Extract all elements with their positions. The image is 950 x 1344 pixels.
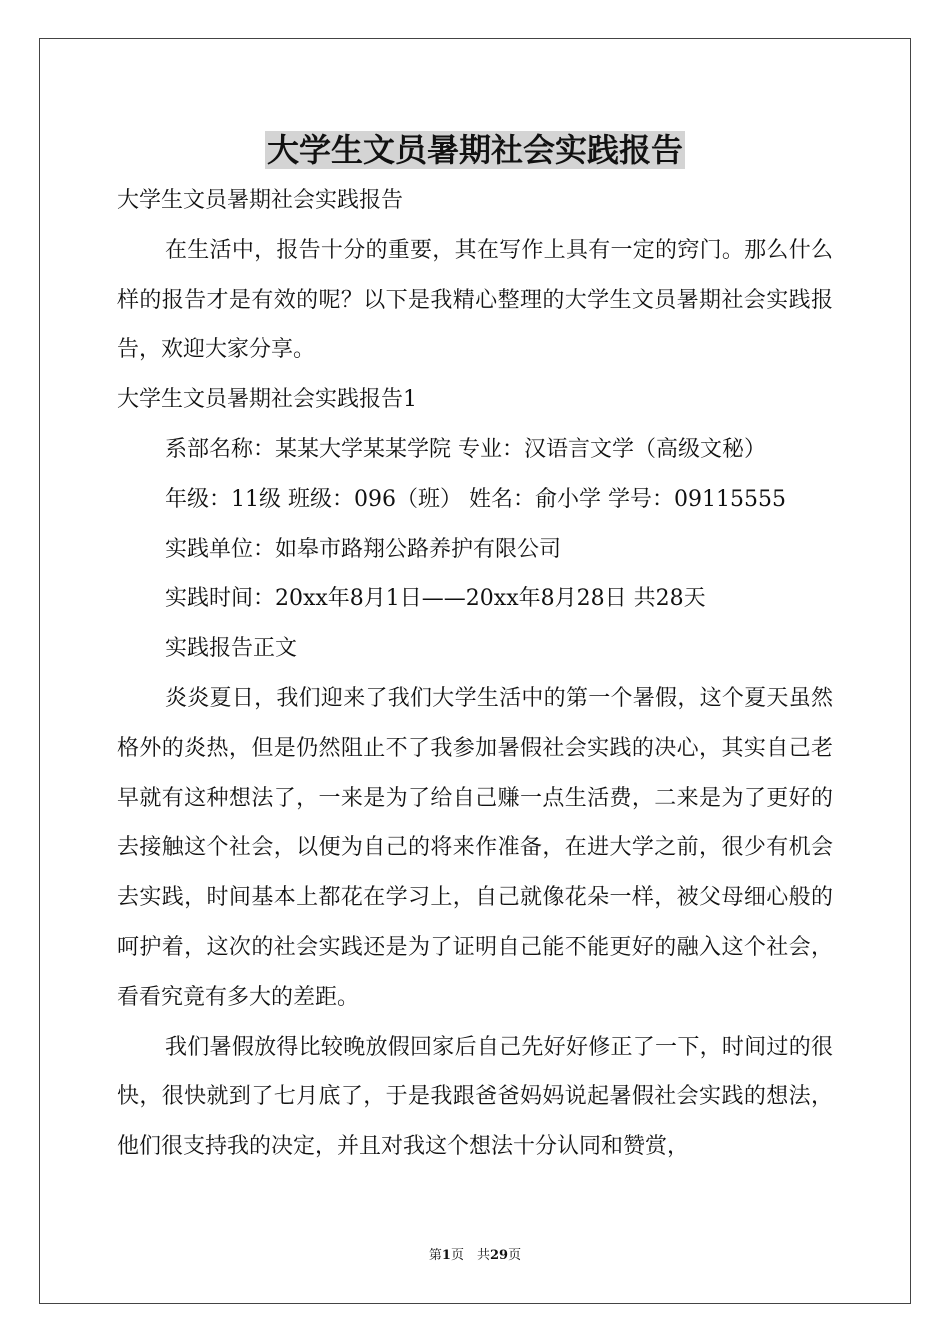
paragraph: 在生活中，报告十分的重要，其在写作上具有一定的窍门。那么什么样的报告才是有效的呢？以下是我精心整理的大学生文员暑期社会实践报告，欢迎大家分享。 [117, 237, 833, 363]
paragraph: 大学生文员暑期社会实践报告 [117, 188, 404, 213]
paragraph: 系部名称：某某大学某某学院 专业：汉语言文学（高级文秘） [165, 436, 766, 462]
page-footer [0, 1247, 950, 1265]
paragraph: 实践时间：20xx年8月1日——20xx年8月28日 共28天 [165, 586, 706, 612]
page-total: 29 [489, 1248, 509, 1263]
page-label-pre: 第 [428, 1248, 442, 1263]
paragraph: 我们暑假放得比较晚放假回家后自己先好好修正了一下，时间过的很快，很快就到了七月底了，于是我跟爸爸妈妈说起暑假社会实践的想法，他们很支持我的决定，并且对我这个想法十分认同和赞赏， [117, 1034, 833, 1160]
document-body [117, 176, 833, 1172]
paragraph: 年级：11级 班级：096（班） 姓名：俞小学 学号：09115555 [165, 486, 786, 512]
paragraph: 实践单位：如皋市路翔公路养护有限公司 [165, 536, 562, 562]
page-current: 1 [441, 1248, 451, 1263]
paragraph: 炎炎夏日，我们迎来了我们大学生活中的第一个暑假，这个夏天虽然格外的炎热，但是仍然阻止不了我参加暑假社会实践的决心，其实自己老早就有这种想法了，一来是为了给自己赚一点生活费，二来是为了更好的去接触这个社会，以便为自己的将来作准备，在进大学之前，很少有机会去实践，时间基本上都花在学习上，自己就像花朵一样，被父母细心般的呵护着，这次的社会实践还是为了证明自己能不能更好的融入这个社会，看看究竟有多大的差距。 [117, 685, 833, 1010]
document-title [0, 128, 950, 172]
page-label-mid: 页 共 [450, 1248, 490, 1263]
paragraph: 实践报告正文 [165, 636, 298, 662]
page-label-post: 页 [508, 1248, 522, 1263]
paragraph: 大学生文员暑期社会实践报告1 [117, 387, 417, 413]
document-title-text: 大学生文员暑期社会实践报告 [266, 131, 683, 169]
